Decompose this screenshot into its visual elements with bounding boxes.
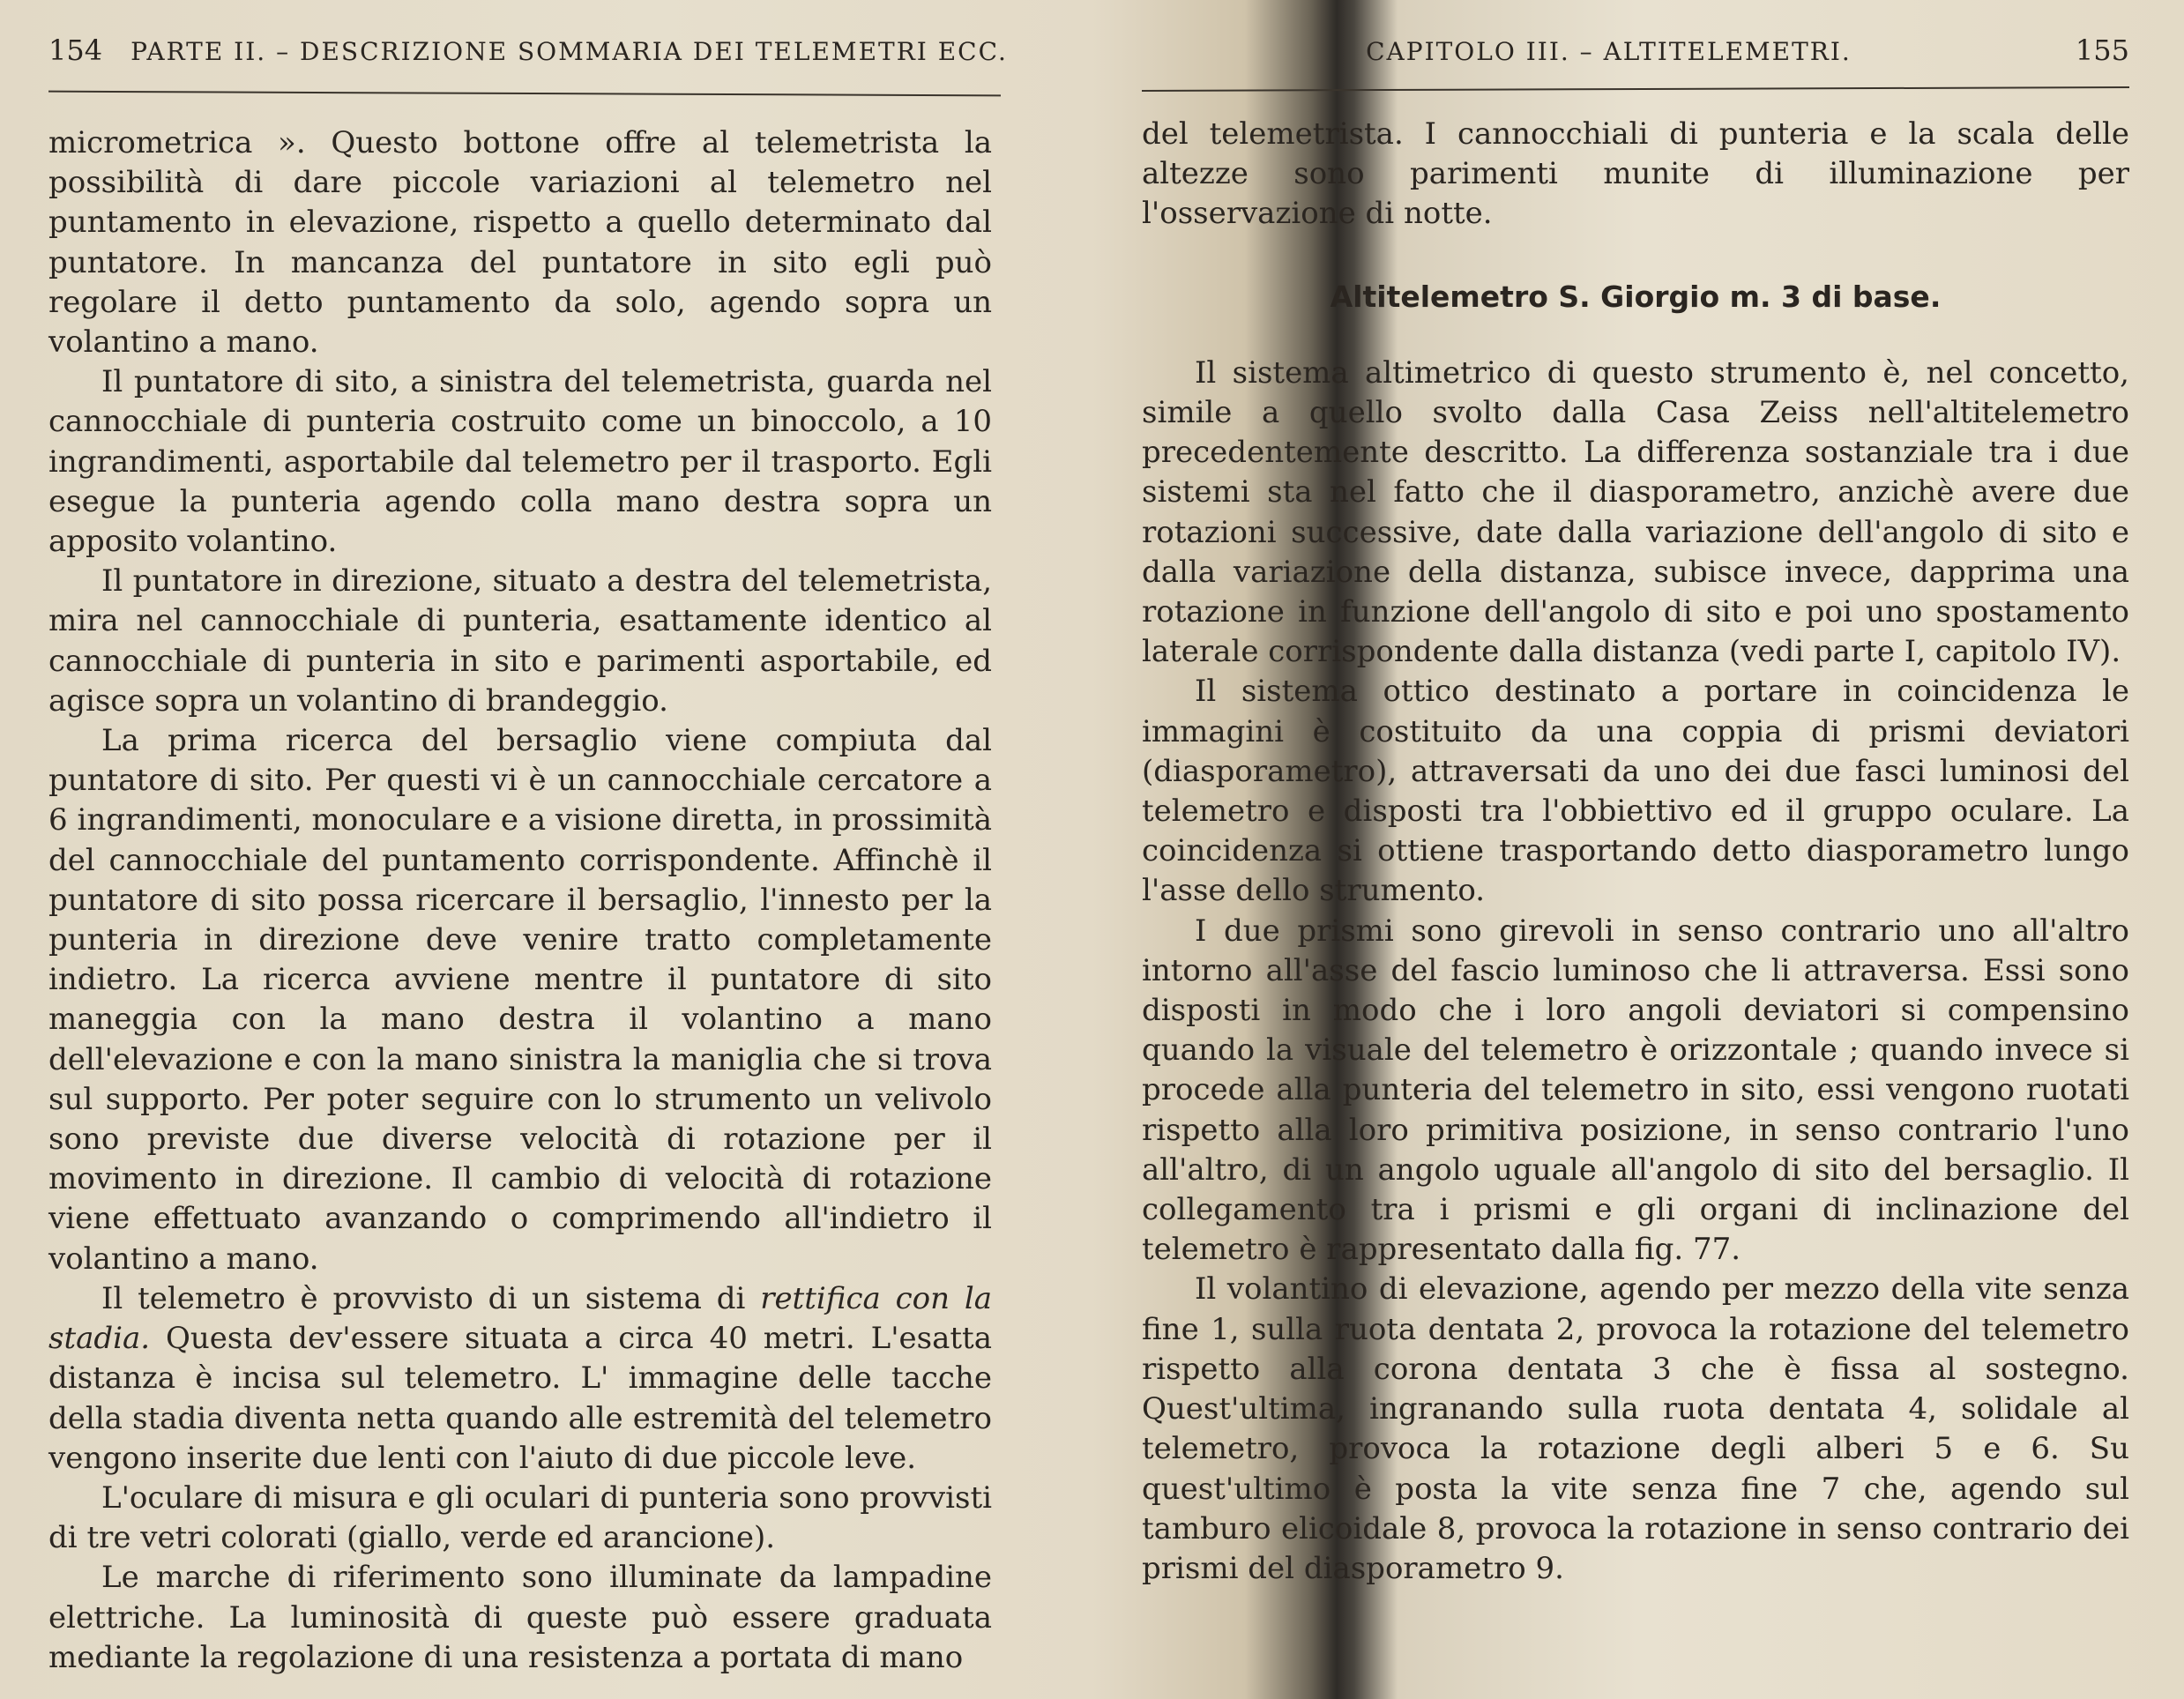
left-page [0,0,1023,1699]
paragraph: del telemetrista. I cannocchiali di punteria e la scala delle altezze sono parimenti munite di illuminazione per l'osservazione di notte. [1142,116,2129,232]
paragraph: Il sistema altimetrico di questo strumento è, nel concetto, simile a quello svolto dalla Casa Zeiss nell'altitelemetro precedentemente descritto. La differenza sostanziale tra i due sistemi sta nel fatto che il diasporametro, anzichè avere due rotazioni successive, date dalla variazione dell'angolo di sito e dalla variazione della distanza, subisce invece, dapprima una rotazione in funzione dell'angolo di sito e poi uno spostamento laterale corrispondente dalla distanza (vedi parte I, capitolo IV). [1142,354,2129,670]
paragraph: L'oculare di misura e gli oculari di punteria sono provvisti di tre vetri colorati (giallo, verde ed arancione). [48,1479,992,1556]
running-head-title: PARTE II. – DESCRIZIONE SOMMARIA DEI TELEMETRI ECC. [130,37,1008,66]
paragraph: micrometrica ». Questo bottone offre al telemetrista la possibilità di dare piccole variazioni al telemetro nel puntamento in elevazione, rispetto a quello determinato dal puntatore. In mancanza del puntatore in sito egli può regolare il detto puntamento da solo, agendo sopra un volantino a mano. [48,125,992,361]
paragraph: I due prismi sono girevoli in senso contrario uno all'altro intorno all'asse del fascio luminoso che li attraversa. Essi sono disposti in modo che i loro angoli deviatori si compensino quando la visuale del telemetro è orizzontale ; quando invece si procede alla punteria del telemetro in sito, essi vengono ruotati rispetto alla loro primitiva posizione, in senso contrario l'uno all'altro, di un angolo uguale all'angolo di sito del bersaglio. Il collegamento tra i prismi e gli organi di inclinazione del telemetro è rappresentato dalla fig. 77. [1142,913,2129,1268]
body-text [48,123,992,1678]
italic-term: rettifica con la stadia. [48,1280,992,1357]
running-head-title: CAPITOLO III. – ALTITELEMETRI. [1366,37,1852,66]
paragraph: La prima ricerca del bersaglio viene compiuta dal puntatore di sito. Per questi vi è un cannocchiale cercatore a 6 ingrandimenti, monoculare e a visione diretta, in prossimità del cannocchiale del puntamento corrispondente. Affinchè il puntatore di sito possa ricercare il bersaglio, l'innesto per la punteria in direzione deve venire tratto completamente indietro. La ricerca avviene mentre il puntatore di sito maneggia con la mano destra il volantino a mano dell'elevazione e con la mano sinistra la maniglia che si trova sul supporto. Per poter seguire con lo strumento un velivolo sono previste due diverse velocità di rotazione per il movimento in direzione. Il cambio di velocità di rotazione viene effettuato avanzando o comprimendo all'indietro il volantino a mano. [48,723,992,1277]
paragraph: Il volantino di elevazione, agendo per mezzo della vite senza fine 1, sulla ruota dentata 2, provoca la rotazione del telemetro rispetto alla corona dentata 3 che è fissa al sostegno. Quest'ultima, ingranando sulla ruota dentata 4, solidale al telemetro, provoca la rotazione degli alberi 5 e 6. Su quest'ultimo è posta la vite senza fine 7 che, agendo sul tamburo elicoidale 8, provoca la rotazione in senso contrario dei prismi del diasporametro 9. [1142,1271,2129,1586]
paragraph: Il sistema ottico destinato a portare in coincidenza le immagini è costituito da una coppia di prismi deviatori (diasporametro), attraversati da uno dei due fasci luminosi del telemetro e disposti tra l'obbiettivo ed il gruppo oculare. La coincidenza si ottiene trasportando detto diasporametro lungo l'asse dello strumento. [1142,674,2129,909]
paragraph: Il puntatore di sito, a sinistra del telemetrista, guarda nel cannocchiale di punteria costruito come un binoccolo, a 10 ingrandimenti, asportabile dal telemetro per il trasporto. Egli esegue la punteria agendo colla mano destra sopra un apposito volantino. [48,364,992,560]
right-page [1093,0,2184,1699]
paragraph: Le marche di riferimento sono illuminate da lampadine elettriche. La luminosità di queste può essere graduata mediante la regolazione di una resistenza a portata di mano [48,1560,992,1675]
body-text [1142,115,2129,1589]
paragraph-text: Il telemetro è provvisto di un sistema di [101,1280,761,1316]
page-number: 154 [48,34,103,67]
page-number: 155 [2075,34,2129,67]
section-title: Altitelemetro S. Giorgio m. 3 di base. [1330,279,1942,314]
header-rule [48,91,1001,97]
paragraph-text: Questa dev'essere situata a circa 40 metri. L'esatta distanza è incisa sul telemetro. L' immagine delle tacche della stadia diventa netta quando alle estremità del telemetro vengono inserite due lenti con l'aiuto di due piccole leve. [48,1321,992,1476]
running-head-left [48,34,1008,86]
paragraph [48,1279,992,1479]
header-rule [1142,86,2129,92]
paragraph: Il puntatore in direzione, situato a destra del telemetrista, mira nel cannocchiale di punteria, esattamente identico al cannocchiale di punteria in sito e parimenti asportabile, ed agisce sopra un volantino di brandeggio. [48,563,992,719]
running-head-right [1142,34,2129,86]
